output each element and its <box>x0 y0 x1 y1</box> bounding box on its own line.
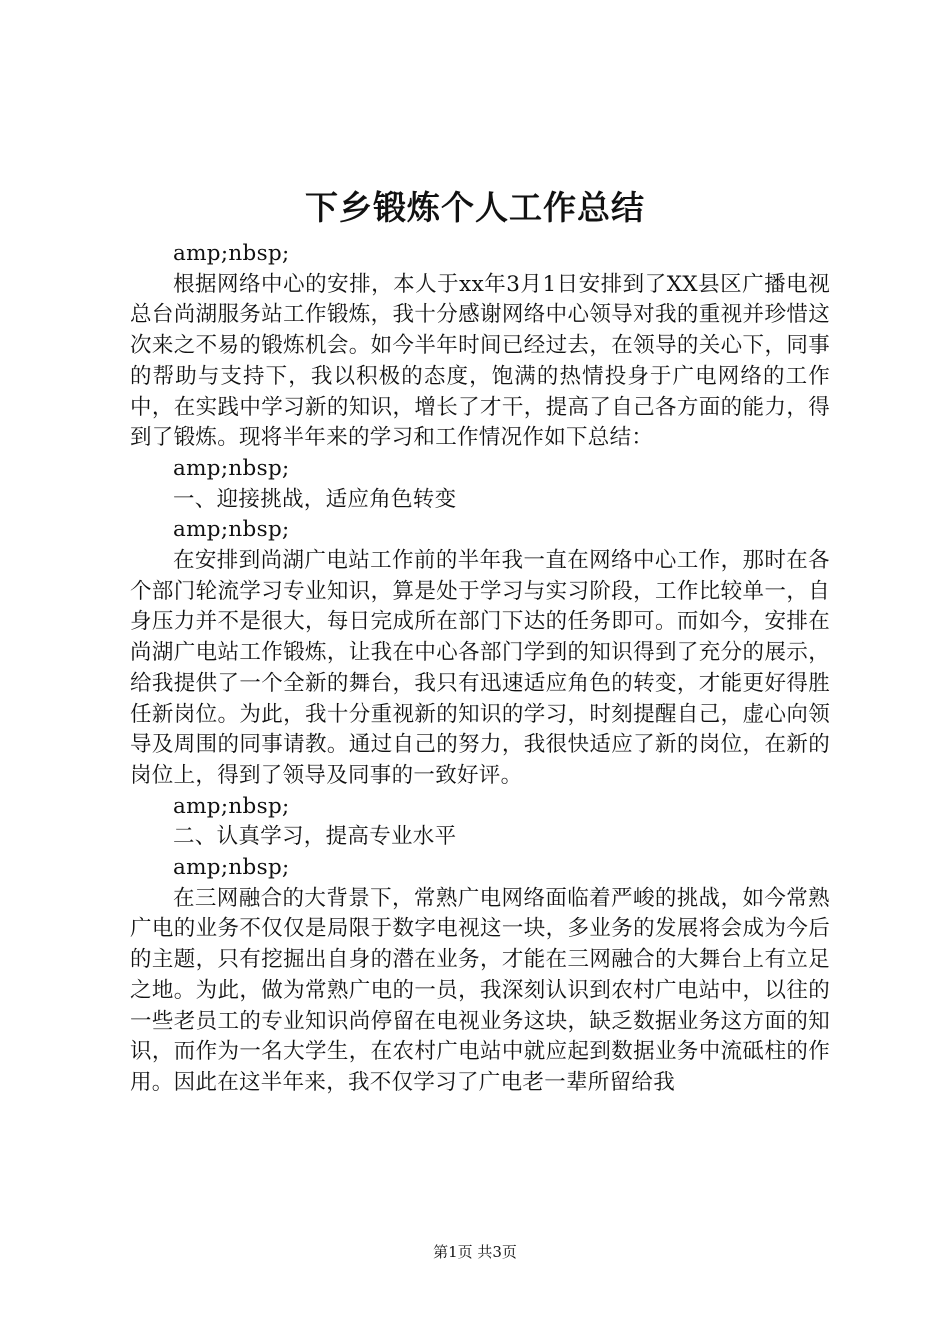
section-heading-1: 一、迎接挑战，适应角色转变 <box>173 486 457 512</box>
document-body <box>130 239 830 1099</box>
paragraph-placeholder: amp;nbsp; <box>173 793 290 819</box>
paragraph-section-1: 在安排到尚湖广电站工作前的半年我一直在网络中心工作，那时在各个部门轮流学习专业知识，算是处于学习与实习阶段，工作比较单一，自身压力并不是很大，每日完成所在部门下达的任务即可。而如今，安排在尚湖广电站工作锻炼，让我在中心各部门学到的知识得到了充分的展示，给我提供了一个全新的舞台，我只有迅速适应角色的转变，才能更好得胜任新岗位。为此，我十分重视新的知识的学习，时刻提醒自己，虚心向领导及周围的同事请教。通过自己的努力，我很快适应了新的岗位，在新的岗位上，得到了领导及同事的一致好评。 <box>130 548 830 788</box>
paragraph-placeholder: amp;nbsp; <box>173 241 290 266</box>
page-footer: 第1页 共3页 <box>433 1243 517 1261</box>
paragraph-placeholder: amp;nbsp; <box>173 517 290 543</box>
paragraph-placeholder: amp;nbsp; <box>173 855 290 881</box>
paragraph-placeholder: amp;nbsp; <box>173 455 290 481</box>
document-title: 下乡锻炼个人工作总结 <box>305 188 645 227</box>
paragraph-section-2: 在三网融合的大背景下，常熟广电网络面临着严峻的挑战，如今常熟广电的业务不仅仅是局限于数字电视这一块，多业务的发展将会成为今后的主题，只有挖掘出自身的潜在业务，才能在三网融合的大舞台上有立足之地。为此，做为常熟广电的一员，我深刻认识到农村广电站中，以往的一些老员工的专业知识尚停留在电视业务这块，缺乏数据业务这方面的知识，而作为一名大学生，在农村广电站中就应起到数据业务中流砥柱的作用。因此在这半年来，我不仅学习了广电老一辈所留给我 <box>130 885 830 1095</box>
section-heading-2: 二、认真学习，提高专业水平 <box>173 824 457 850</box>
paragraph-intro: 根据网络中心的安排，本人于xx年3月1日安排到了XX县区广播电视总台尚湖服务站工作锻炼，我十分感谢网络中心领导对我的重视并珍惜这次来之不易的锻炼机会。如今半年时间已经过去，在领导的关心下，同事的帮助与支持下，我以积极的态度，饱满的热情投身于广电网络的工作中，在实践中学习新的知识，增长了才干，提高了自己各方面的能力，得到了锻炼。现将半年来的学习和工作情况作如下总结： <box>130 271 830 451</box>
